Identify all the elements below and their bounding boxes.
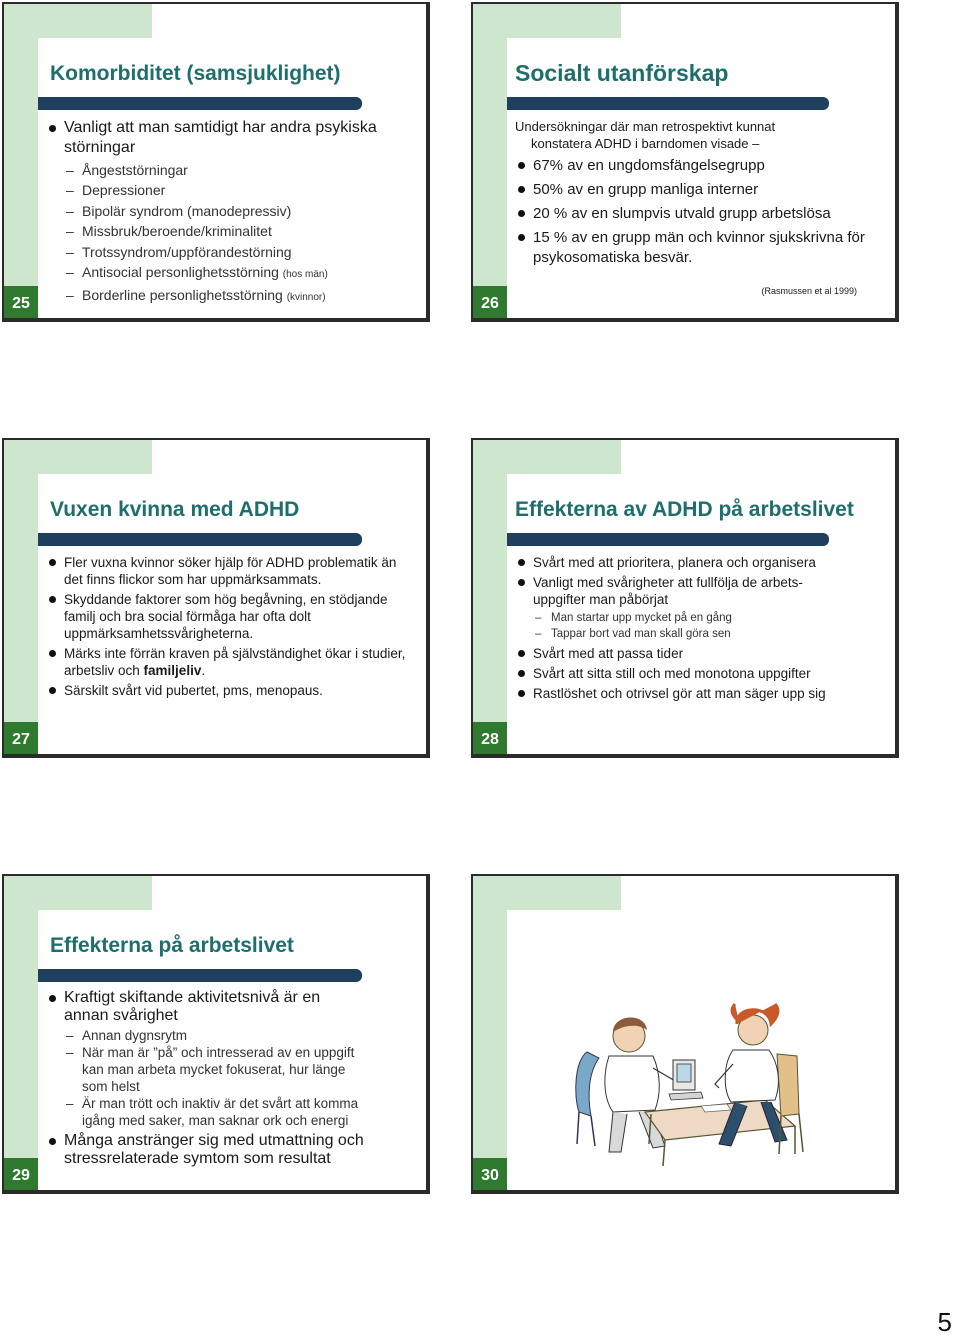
title-underline-bar xyxy=(38,97,362,110)
bullet-text: 50% av en grupp manliga interner xyxy=(533,181,759,198)
title-underline-bar xyxy=(507,533,829,546)
bullet-text: 67% av en ungdomsfängelsegrupp xyxy=(533,157,765,174)
slide-accent-band xyxy=(473,440,621,474)
bullet-icon xyxy=(518,650,525,657)
slide-accent-band xyxy=(4,440,152,474)
bullet-text-end: . xyxy=(201,663,206,678)
slide-number: 27 xyxy=(12,731,30,748)
dash-icon: – xyxy=(66,287,74,304)
bullet-text: Svårt med att prioritera, planera och organisera xyxy=(533,555,816,570)
sub-item xyxy=(64,1095,368,1129)
sub-list xyxy=(64,1027,368,1129)
slide-content xyxy=(515,118,881,296)
slide-25 xyxy=(2,2,430,322)
bullet-icon xyxy=(49,687,56,694)
slide-number: 30 xyxy=(481,1167,499,1184)
bullet-item xyxy=(515,554,845,571)
slide-30 xyxy=(471,874,899,1194)
slide-content xyxy=(46,554,406,702)
sub-list xyxy=(533,610,845,642)
sub-item xyxy=(64,180,412,200)
bullet-icon xyxy=(518,559,525,566)
slide-number: 28 xyxy=(481,731,499,748)
dash-icon: – xyxy=(66,162,74,178)
bullet-item xyxy=(515,156,881,176)
dash-icon: – xyxy=(66,264,74,281)
bullet-icon xyxy=(518,210,525,217)
slide-accent-band xyxy=(4,4,38,318)
bullet-item xyxy=(46,645,406,679)
sub-text: Trotssyndrom/uppförandestörning xyxy=(82,243,292,260)
bullet-text: Märks inte förrän kraven på självständighet ökar i studier, arbetsliv och xyxy=(64,646,406,678)
bullet-text: Vanligt att man samtidigt har andra psykiska störningar xyxy=(64,119,377,156)
slide-accent-band xyxy=(473,4,621,38)
dash-icon: – xyxy=(66,1028,74,1043)
dash-icon: – xyxy=(66,182,74,199)
sub-item xyxy=(64,262,412,285)
bullet-item xyxy=(46,1132,398,1168)
sub-text: Annan dygnsrytm xyxy=(82,1028,188,1043)
bullet-text: 15 % av en grupp män och kvinnor sjukskrivna för psykosomatiska besvär. xyxy=(533,229,865,266)
title-underline-bar xyxy=(38,533,362,546)
slide-accent-band xyxy=(473,440,507,754)
dash-icon: – xyxy=(66,223,74,240)
slide-accent-band xyxy=(4,876,152,910)
bullet-item xyxy=(46,554,406,588)
dash-icon: – xyxy=(66,1045,74,1060)
slide-content xyxy=(515,554,845,705)
bullet-text: Kraftigt skiftande aktivitetsnivå är en annan svårighet xyxy=(64,989,321,1024)
bullet-icon xyxy=(518,234,525,241)
sub-text: Bipolär syndrom (manodepressiv) xyxy=(82,202,292,219)
intro-text xyxy=(515,118,881,152)
meeting-illustration xyxy=(569,994,807,1166)
slide-title: Socialt utanförskap xyxy=(515,60,729,86)
bullet-icon xyxy=(518,579,525,586)
slide-accent-band xyxy=(4,440,38,754)
slide-26 xyxy=(471,2,899,322)
slide-content xyxy=(46,989,398,1171)
slide-title: Komorbiditet (samsjuklighet) xyxy=(50,62,341,85)
sub-text: Ångeststörningar xyxy=(82,162,188,178)
bullet-text: Skyddande faktorer som hög begåvning, en stödjande familj och bra social förmåga har ofta dolt uppmärksamhetssvårigheterna. xyxy=(64,592,388,641)
bullet-item xyxy=(515,685,845,702)
sub-item xyxy=(64,1044,368,1095)
sub-note: (kvinnor) xyxy=(286,292,326,304)
dash-icon: – xyxy=(535,612,542,624)
bullet-icon xyxy=(49,596,56,603)
slide-number: 29 xyxy=(12,1167,30,1184)
slide-accent-band xyxy=(473,876,507,1190)
bullet-text: Särskilt svårt vid pubertet, pms, menopaus. xyxy=(64,683,323,698)
bullet-text: 20 % av en slumpvis utvald grupp arbetslösa xyxy=(533,205,831,222)
sub-text: Tappar bort vad man skall göra sen xyxy=(551,628,731,640)
bullet-item xyxy=(46,118,412,309)
bullet-icon xyxy=(49,1138,56,1145)
slide-number: 26 xyxy=(481,295,499,312)
slide-27 xyxy=(2,438,430,758)
bullet-item xyxy=(46,591,406,642)
dash-icon: – xyxy=(66,1096,74,1111)
slide-29 xyxy=(2,874,430,1194)
citation: (Rasmussen et al 1999) xyxy=(761,286,857,296)
sub-item xyxy=(533,610,845,626)
sub-item xyxy=(64,242,412,262)
bullet-text: Vanligt med svårigheter att fullfölja de arbets-uppgifter man påbörjat xyxy=(533,575,803,607)
intro-line: Undersökningar där man retrospektivt kunnat xyxy=(515,119,776,134)
bullet-text: Fler vuxna kvinnor söker hjälp för ADHD problematik än det finns flickor som har uppmärksammats. xyxy=(64,555,397,587)
sub-text: Är man trött och inaktiv är det svårt att komma igång med saker, man saknar ork och energi xyxy=(82,1096,359,1128)
bullet-item xyxy=(515,180,881,200)
sub-text: Depressioner xyxy=(82,182,166,199)
title-underline-bar xyxy=(38,969,362,982)
bullet-bold-text: familjeliv xyxy=(143,663,202,678)
slide-accent-band xyxy=(473,876,621,910)
bullet-text: Rastlöshet och otrivsel gör att man säger upp sig xyxy=(533,686,826,701)
bullet-text: Svårt att sitta still och med monotona uppgifter xyxy=(533,666,811,681)
dash-icon: – xyxy=(66,243,74,260)
title-underline-bar xyxy=(507,97,829,110)
bullet-item xyxy=(515,574,845,642)
bullet-icon xyxy=(518,186,525,193)
page-number: 5 xyxy=(937,1307,952,1337)
bullet-icon xyxy=(518,670,525,677)
dash-icon: – xyxy=(535,628,542,640)
sub-list xyxy=(64,160,412,309)
dash-icon: – xyxy=(66,202,74,219)
slide-28 xyxy=(471,438,899,758)
bullet-icon xyxy=(49,559,56,566)
sub-text: Man startar upp mycket på en gång xyxy=(551,612,732,624)
sub-text: Missbruk/beroende/kriminalitet xyxy=(82,223,272,240)
sub-item xyxy=(64,160,412,180)
bullet-icon xyxy=(518,162,525,169)
sub-item xyxy=(64,285,412,308)
slide-content xyxy=(46,118,412,312)
sub-text: Antisocial personlighetsstörning xyxy=(82,264,279,281)
bullet-item xyxy=(515,228,881,268)
intro-line: konstatera ADHD i barndomen visade – xyxy=(531,136,760,151)
bullet-item xyxy=(515,204,881,224)
slide-title: Vuxen kvinna med ADHD xyxy=(50,498,300,521)
slide-accent-band xyxy=(4,876,38,1190)
slide-title: Effekterna på arbetslivet xyxy=(50,934,294,957)
sub-item xyxy=(64,201,412,221)
slide-accent-band xyxy=(473,4,507,318)
sub-text: När man är ”på” och intresserad av en uppgift kan man arbeta mycket fokuserat, hur länge som helst xyxy=(82,1045,355,1094)
bullet-text: Svårt med att passa tider xyxy=(533,646,684,661)
sub-item xyxy=(533,626,845,642)
sub-item xyxy=(64,221,412,241)
sub-item xyxy=(64,1027,368,1044)
slide-number: 25 xyxy=(12,295,30,312)
slide-title: Effekterna av ADHD på arbetslivet xyxy=(515,498,854,521)
bullet-icon xyxy=(518,690,525,697)
slide-accent-band xyxy=(4,4,152,38)
bullet-item xyxy=(515,645,845,662)
sub-text: Borderline personlighetsstörning xyxy=(82,287,283,304)
bullet-item xyxy=(46,989,398,1129)
bullet-item xyxy=(515,665,845,682)
bullet-item xyxy=(46,682,406,699)
bullet-text: Många anstränger sig med utmattning och stressrelaterade symtom som resultat xyxy=(64,1132,364,1167)
sub-note: (hos män) xyxy=(282,269,328,281)
bullet-icon xyxy=(49,125,56,132)
bullet-icon xyxy=(49,995,56,1002)
bullet-icon xyxy=(49,650,56,657)
